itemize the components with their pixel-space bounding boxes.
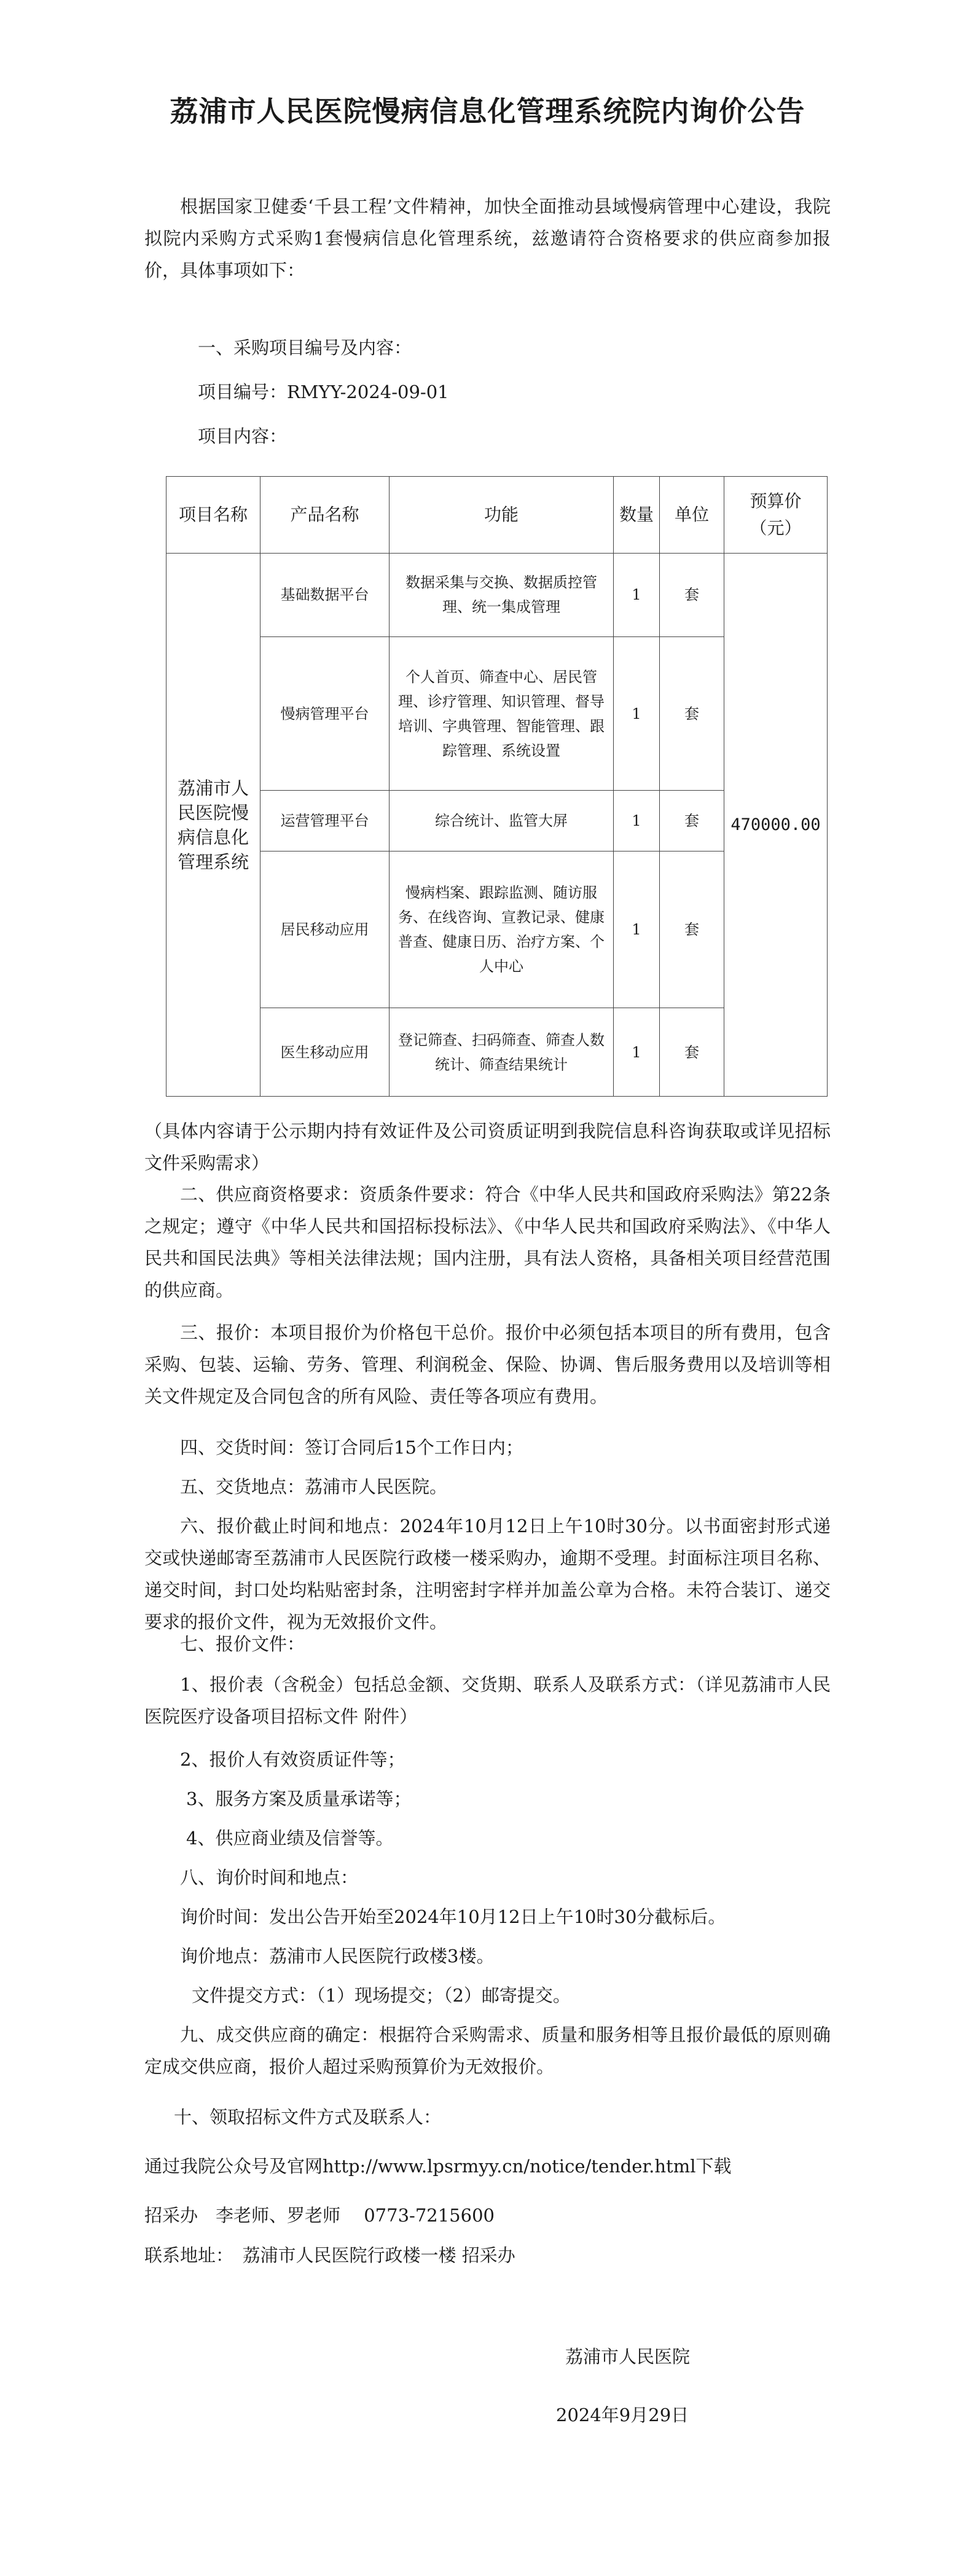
contact-info: 招采办 李老师、罗老师 0773-7215600 <box>144 2205 495 2226</box>
intro-paragraph: 根据国家卫健委‘千县工程’文件精神，加快全面推动县域慢病管理中心建设，我院拟院内采购方式采购1套慢病信息化管理系统，兹邀请符合资格要求的供应商参加报价，具体事项如下： <box>144 196 831 281</box>
section-5-delivery-place: 五、交货地点：荔浦市人民医院。 <box>180 1476 448 1497</box>
cell-function: 综合统计、监管大屏 <box>390 791 614 851</box>
download-link[interactable]: 通过我院公众号及官网http://www.lpsrmyy.cn/notice/tender.html下载 <box>144 2156 732 2177</box>
header-function: 功能 <box>390 477 614 554</box>
table-note: （具体内容请于公示期内持有效证件及公司资质证明到我院信息科咨询获取或详见招标文件采购需求） <box>144 1121 831 1173</box>
project-content-label: 项目内容： <box>198 426 288 447</box>
cell-product: 慢病管理平台 <box>260 636 390 791</box>
section-10-heading: 十、领取招标文件方式及联系人： <box>174 2107 442 2128</box>
cell-quantity: 1 <box>614 851 660 1008</box>
signature-hospital: 荔浦市人民医院 <box>565 2346 691 2367</box>
cell-function: 数据采集与交换、数据质控管理、统一集成管理 <box>390 554 614 637</box>
cell-unit: 套 <box>660 1008 724 1097</box>
section-7-item-1: 1、报价表（含税金）包括总金额、交货期、联系人及联系方式：（详见荔浦市人民医院医疗设备项目招标文件 附件） <box>144 1674 831 1727</box>
section-7-item-3: 3、服务方案及质量承诺等； <box>186 1788 412 1809</box>
cell-quantity: 1 <box>614 554 660 637</box>
section-3-quotation: 三、报价：本项目报价为价格包干总价。报价中必须包括本项目的所有费用，包含采购、包装、运输、劳务、管理、利润税金、保险、协调、售后服务费用以及培训等相关文件规定及合同包含的所有风险、责任等各项应有费用。 <box>144 1322 831 1407</box>
cell-unit: 套 <box>660 851 724 1008</box>
section-4-delivery-time: 四、交货时间：签订合同后15个工作日内； <box>180 1437 523 1458</box>
section-7-heading: 七、报价文件： <box>180 1634 305 1654</box>
cell-product: 医生移动应用 <box>260 1008 390 1097</box>
section-6-deadline: 六、报价截止时间和地点：2024年10月12日上午10时30分。以书面密封形式递交或快递邮寄至荔浦市人民医院行政楼一楼采购办，逾期不受理。封面标注项目名称、递交时间，封口处均粘贴密封条，注明密封字样并加盖公章为合格。未符合装订、递交要求的报价文件，视为无效报价文件。 <box>144 1516 831 1632</box>
header-project-name: 项目名称 <box>166 477 260 554</box>
cell-function: 慢病档案、跟踪监测、随访服务、在线咨询、宣教记录、健康普查、健康日历、治疗方案、个人中心 <box>390 851 614 1008</box>
project-items-table <box>166 476 828 1097</box>
cell-quantity: 1 <box>614 1008 660 1097</box>
cell-quantity: 1 <box>614 636 660 791</box>
cell-project-name: 荔浦市人民医院慢病信息化管理系统 <box>166 554 260 1097</box>
section-7-item-4: 4、供应商业绩及信誉等。 <box>186 1828 394 1849</box>
cell-product: 运营管理平台 <box>260 791 390 851</box>
inquiry-time: 询价时间：发出公告开始至2024年10月12日上午10时30分截标后。 <box>180 1906 726 1927</box>
cell-function: 登记筛查、扫码筛查、筛查人数统计、筛查结果统计 <box>390 1008 614 1097</box>
cell-unit: 套 <box>660 636 724 791</box>
submission-method: 文件提交方式：（1）现场提交；（2）邮寄提交。 <box>192 1985 571 2006</box>
section-2-qualifications: 二、供应商资格要求：资质条件要求：符合《中华人民共和国政府采购法》第22条之规定；遵守《中华人民共和国招标投标法》、《中华人民共和国政府采购法》、《中华人民共和国民法典》等相关法律法规；国内注册，具有法人资格，具备相关项目经营范围的供应商。 <box>144 1184 831 1301</box>
header-quantity: 数量 <box>614 477 660 554</box>
section-8-heading: 八、询价时间和地点： <box>180 1867 359 1888</box>
header-unit: 单位 <box>660 477 724 554</box>
cell-unit: 套 <box>660 554 724 637</box>
header-budget: 预算价（元） <box>724 477 828 554</box>
table-row <box>166 554 828 637</box>
cell-function: 个人首页、筛查中心、居民管理、诊疗管理、知识管理、督导培训、字典管理、智能管理、跟踪管理、系统设置 <box>390 636 614 791</box>
cell-budget: 470000.00 <box>724 554 828 1097</box>
header-product-name: 产品名称 <box>260 477 390 554</box>
cell-product: 居民移动应用 <box>260 851 390 1008</box>
section-7-item-2: 2、报价人有效资质证件等； <box>180 1749 405 1770</box>
page-title: 荔浦市人民医院慢病信息化管理系统院内询价公告 <box>170 95 805 128</box>
inquiry-place: 询价地点：荔浦市人民医院行政楼3楼。 <box>180 1946 495 1967</box>
section-1-heading: 一、采购项目编号及内容： <box>198 337 412 358</box>
project-number: 项目编号：RMYY-2024-09-01 <box>198 382 449 402</box>
table-header-row <box>166 477 828 554</box>
cell-unit: 套 <box>660 791 724 851</box>
section-9-award: 九、成交供应商的确定：根据符合采购需求、质量和服务相等且报价最低的原则确定成交供应商，报价人超过采购预算价为无效报价。 <box>144 2024 831 2077</box>
cell-quantity: 1 <box>614 791 660 851</box>
cell-product: 基础数据平台 <box>260 554 390 637</box>
contact-address: 联系地址： 荔浦市人民医院行政楼一楼 招采办 <box>144 2245 515 2266</box>
notice-date: 2024年9月29日 <box>556 2405 689 2425</box>
